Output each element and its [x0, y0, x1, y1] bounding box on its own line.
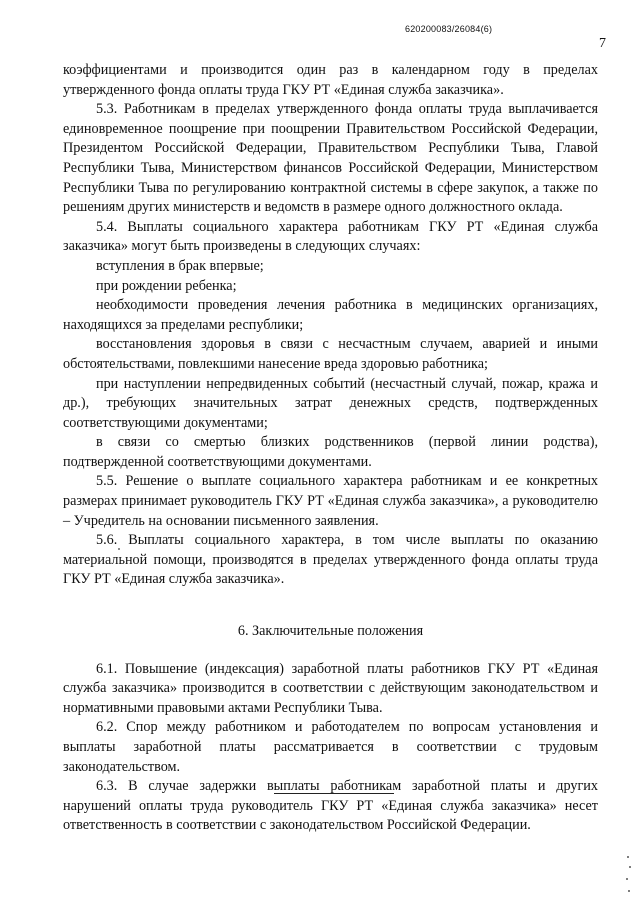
paragraph-6-3: 6.3. В случае задержки выплаты работникам заработной платы и других нарушений оплаты труда руководитель ГКУ РТ «Единая служба заказчика» несет ответственность в соответствии с законодательством Российской Федерации.: [63, 778, 598, 834]
document-body: [63, 61, 598, 836]
paragraph-5-3: 5.3. Работникам в пределах утвержденного фонда оплаты труда выплачивается единовременное поощрение при поощрении Правительством Российской Федерации, Президентом Российской Федерации, Правительством Республики Тыва, Главой Республики Тыва, Министерством финансов Российской Федерации, Министерством Республики Тыва по регулированию контрактной системы в сфере закупок, а также по решениям других министерств и ведомств в размере одного должностного оклада.: [63, 101, 598, 216]
paragraph-6-1: 6.1. Повышение (индексация) заработной платы работников ГКУ РТ «Единая служба заказчика» производится в соответствии с действующим законодательством и нормативными правовыми актами Республики Тыва.: [63, 660, 598, 716]
list-item-unforeseen: при наступлении непредвиденных событий (несчастный случай, пожар, кража и др.), требующих значительных затрат денежных средств, подтвержденных соответствующими документами;: [63, 375, 598, 431]
page-number: 7: [599, 36, 606, 51]
paragraph-5-5: 5.5. Решение о выплате социального характера работникам и ее конкретных размерах принимает руководитель ГКУ РТ «Единая служба заказчика», а руководителю – Учредитель на основании письменного заявления.: [63, 473, 598, 529]
list-item-death: в связи со смертью близких родственников (первой линии родства), подтвержденной соответствующими документами.: [63, 434, 598, 470]
paragraph-5-4: 5.4. Выплаты социального характера работникам ГКУ РТ «Единая служба заказчика» могут быть произведены в следующих случаях:: [63, 218, 598, 255]
document-code: 620200083/26084(6): [405, 24, 493, 34]
list-item-marriage: вступления в брак впервые;: [96, 257, 264, 274]
closing-divider: [274, 793, 394, 794]
paragraph-6-2: 6.2. Спор между работником и работодателем по вопросам установления и выплаты заработной платы рассматривается в соответствии с трудовым законодательством.: [63, 719, 598, 775]
section-title: 6. Заключительные положения: [237, 623, 424, 640]
paragraph-continuation: коэффициентами и производится один раз в календарном году в пределах утвержденного фонда оплаты труда ГКУ РТ «Единая служба заказчика».: [63, 62, 598, 98]
list-item-treatment: необходимости проведения лечения работника в медицинских организациях, находящихся за пределами республики;: [63, 297, 598, 333]
list-item-birth: при рождении ребенка;: [96, 277, 237, 294]
paragraph-5-6: 5.6. Выплаты социального характера, в том числе выплаты по оказанию материальной помощи, производятся в пределах утвержденного фонда оплаты труда ГКУ РТ «Единая служба заказчика».: [63, 532, 598, 588]
scan-speck: [118, 548, 120, 550]
list-item-recovery: восстановления здоровья в связи с несчастным случаем, аварией и иными обстоятельствами, повлекшими нанесение вреда здоровью работника;: [63, 336, 598, 372]
scan-marks: [625, 856, 631, 896]
